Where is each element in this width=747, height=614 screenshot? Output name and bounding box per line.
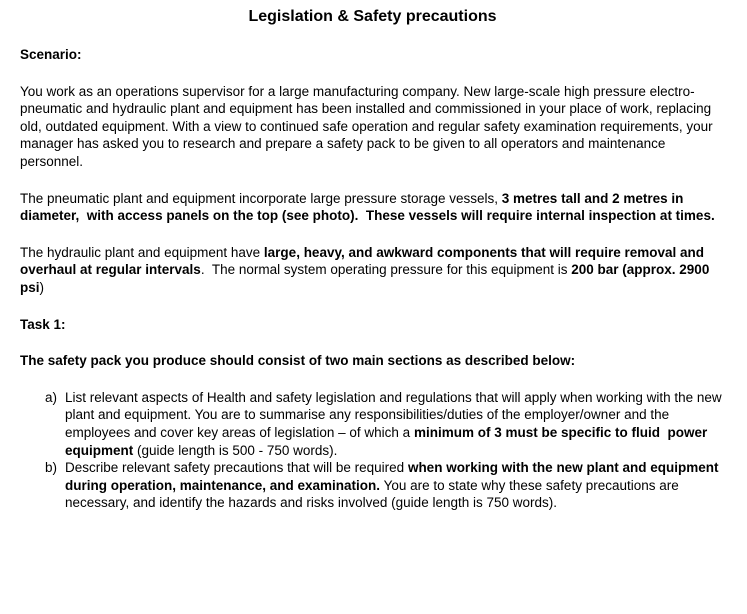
hydraulic-equipment-paragraph: The hydraulic plant and equipment have large, heavy, and awkward components that will require removal and overhaul at regular intervals. The normal system operating pressure for this equipment is 200 bar (approx. 2900 psi)	[20, 244, 714, 295]
list-item-a-text: List relevant aspects of Health and safety legislation and regulations that will apply when working with the new plant and equipment. You are to summarise any responsibilities/duties of the employer/owner and the employees and cover key areas of legislation – of which a minimum of 3 must be specific to fluid power equipment (guide length is 500 - 750 words).	[65, 389, 726, 458]
task-heading: Task 1:	[20, 316, 66, 332]
document-title: Legislation & Safety precautions	[248, 8, 497, 25]
list-item-a	[20, 389, 725, 459]
list-item-b-text: Describe relevant safety precautions that will be required when working with the new plant and equipment during operation, maintenance, and examination. You are to state why these safety precautions are necessary, and identify the hazards and risks involved (guide length is 750 words).	[65, 460, 723, 511]
scenario-heading: Scenario:	[20, 47, 82, 62]
list-marker-a: a)	[45, 389, 58, 405]
list-marker-b: b)	[45, 460, 58, 476]
task-intro: The safety pack you produce should consist of two main sections as described below:	[20, 353, 576, 369]
pneumatic-vessels-paragraph: The pneumatic plant and equipment incorporate large pressure storage vessels, 3 metres tall and 2 metres in diameter, with access panels on the top (see photo). These vessels will require internal inspection at times.	[20, 190, 715, 224]
list-item-b	[20, 459, 725, 512]
scenario-paragraph: You work as an operations supervisor for a large manufacturing company. New large-scale high pressure electro-pneumatic and hydraulic plant and equipment has been installed and commissioned in your place of work, replacing old, outdated equipment. With a view to continued safe operation and regular safety examination requirements, your manager has asked you to research and prepare a safety pack to be given to all operators and maintenance personnel.	[20, 83, 717, 169]
task-list	[20, 389, 725, 512]
